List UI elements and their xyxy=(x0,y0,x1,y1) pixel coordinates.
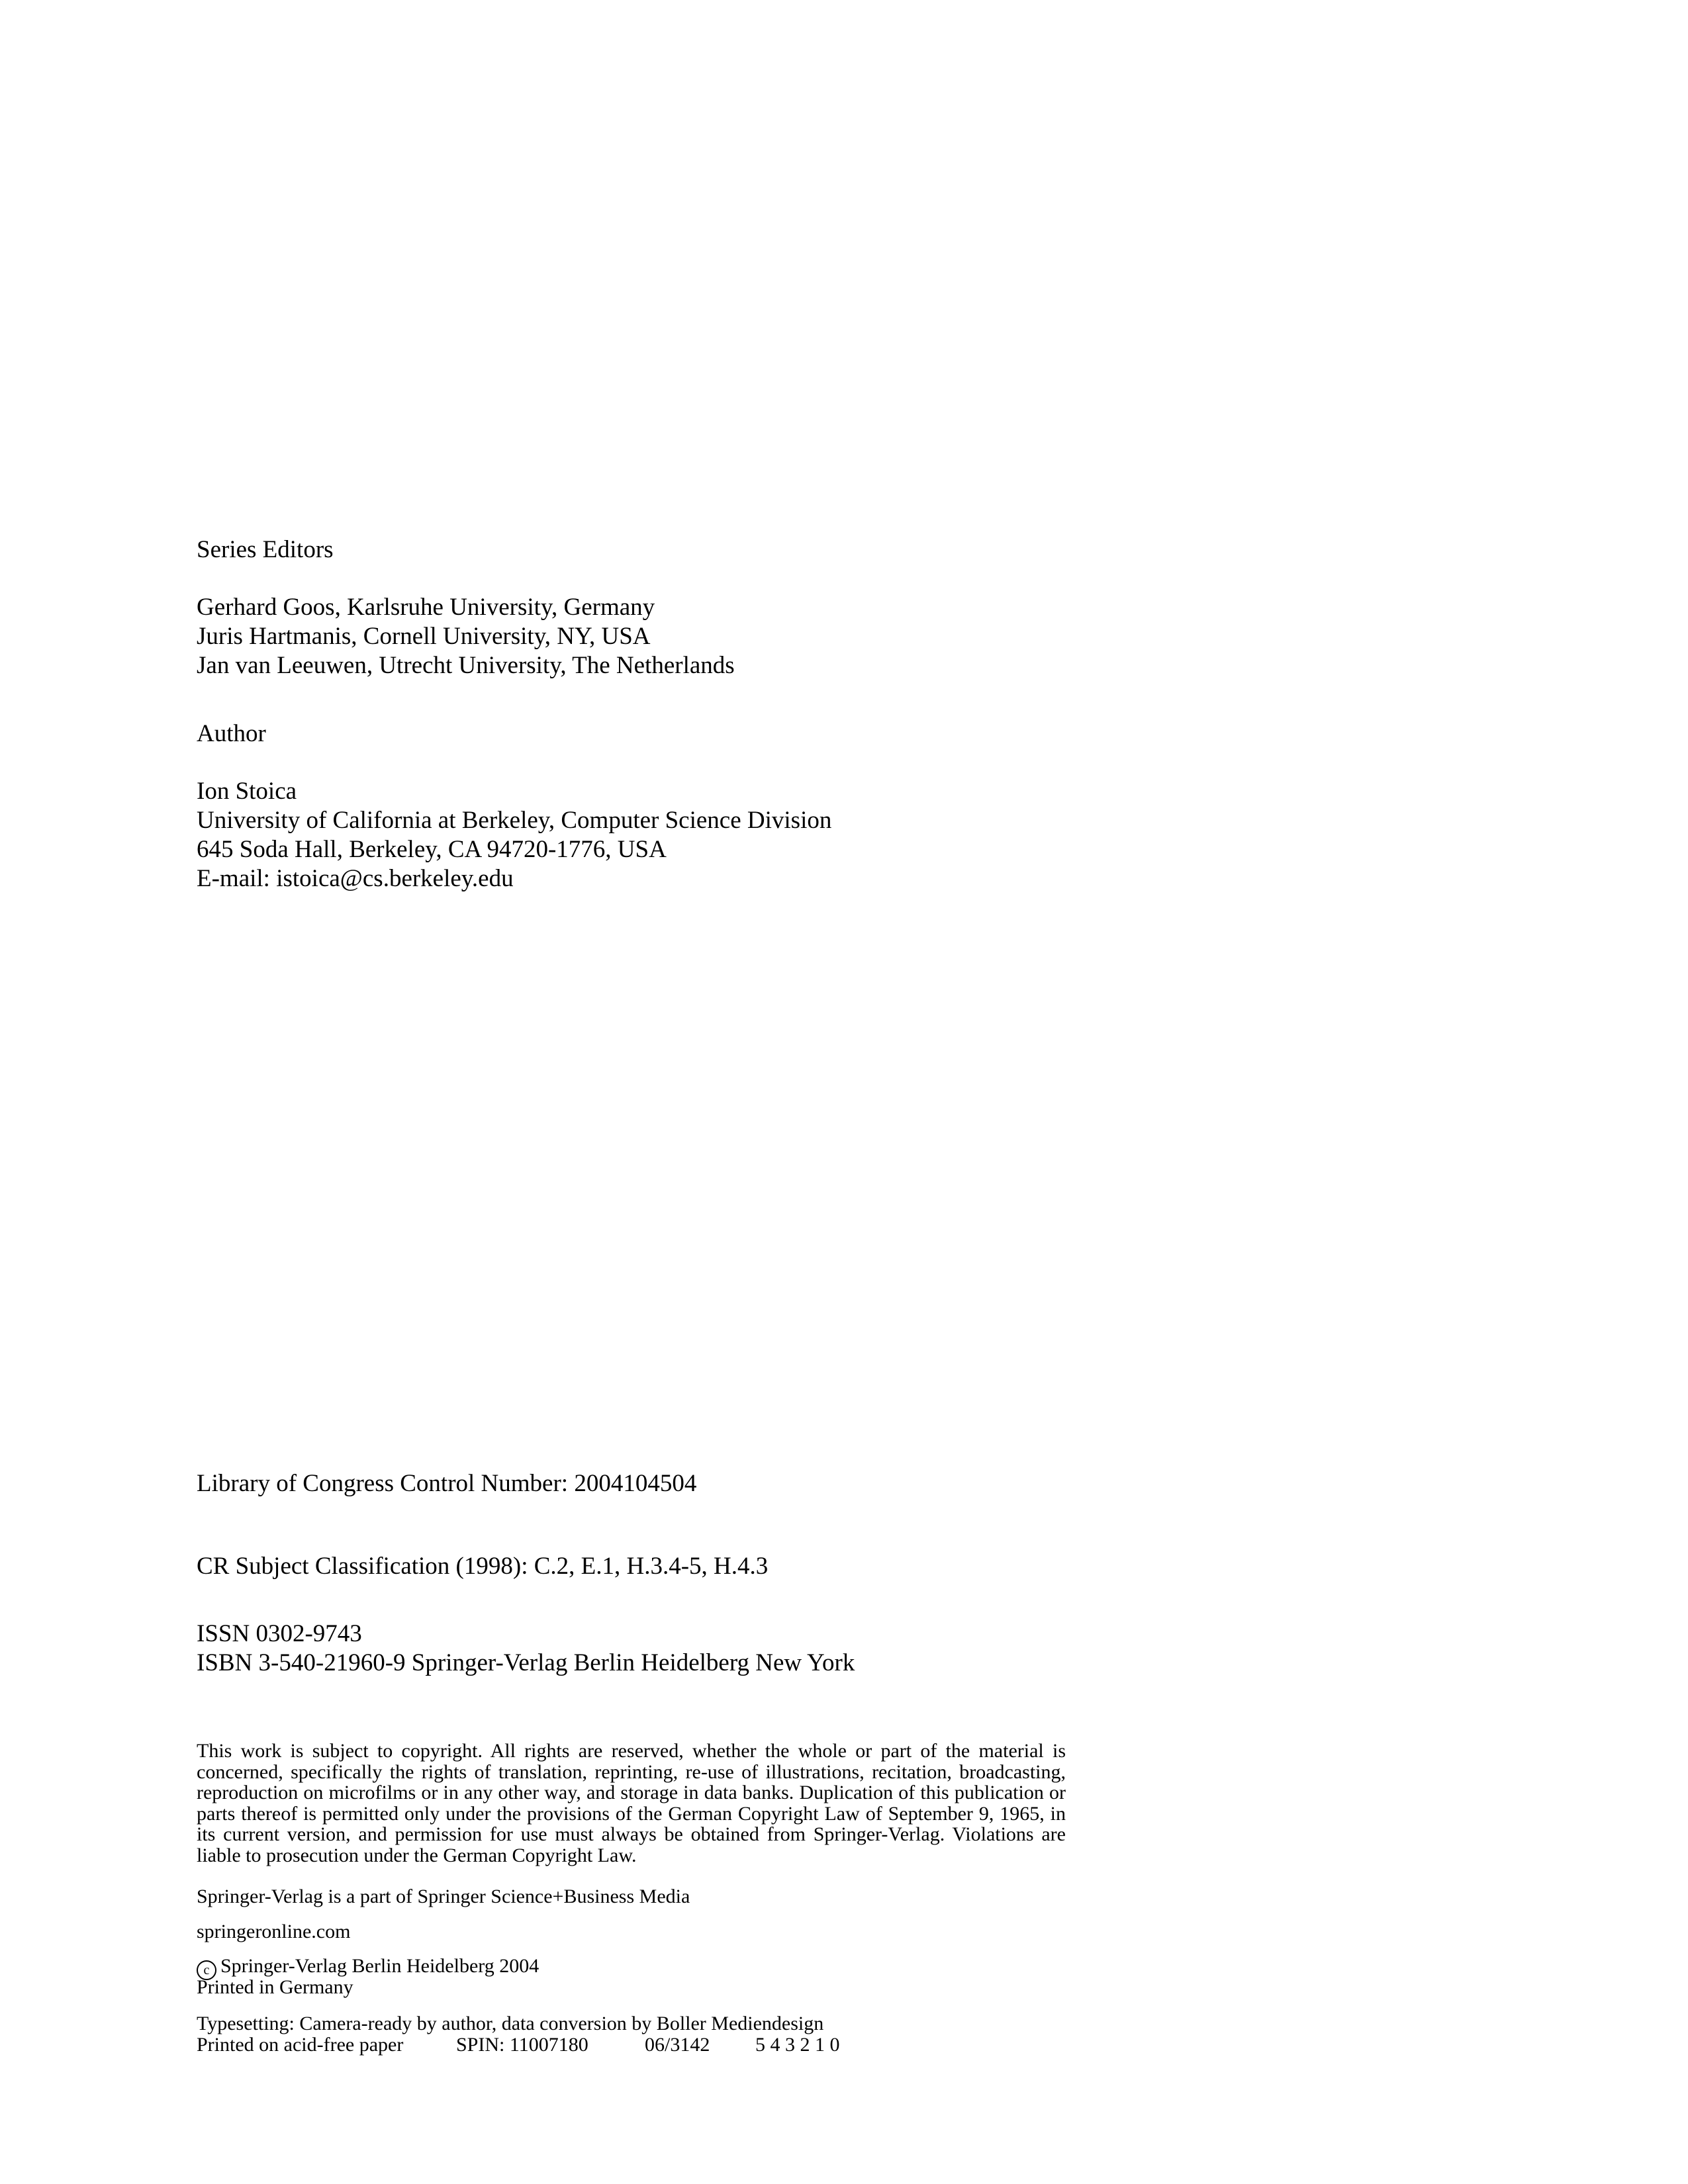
lccn-line: Library of Congress Control Number: 2004104504 xyxy=(197,1470,697,1497)
website-line: springeronline.com xyxy=(197,1921,351,1942)
print-code: 06/3142 xyxy=(645,2034,710,2056)
editor-line: Juris Hartmanis, Cornell University, NY, USA xyxy=(197,623,651,650)
cr-classification-line: CR Subject Classification (1998): C.2, E.1, H.3.4-5, H.4.3 xyxy=(197,1553,769,1580)
author-name: Ion Stoica xyxy=(197,778,297,805)
acid-free-paper: Printed on acid-free paper xyxy=(197,2034,404,2056)
copyright-symbol: c xyxy=(197,1960,216,1980)
author-address: 645 Soda Hall, Berkeley, CA 94720-1776, USA xyxy=(197,836,667,863)
author-heading: Author xyxy=(197,720,266,747)
series-editors-heading: Series Editors xyxy=(197,536,334,563)
print-info-row xyxy=(197,2035,840,2055)
editor-line: Gerhard Goos, Karlsruhe University, Germany xyxy=(197,594,655,621)
printed-in-line: Printed in Germany xyxy=(197,1976,353,1998)
print-run: 5 4 3 2 1 0 xyxy=(755,2034,840,2056)
issn-line: ISSN 0302-9743 xyxy=(197,1620,362,1647)
spin-number: SPIN: 11007180 xyxy=(456,2034,588,2056)
author-affiliation: University of California at Berkeley, Computer Science Division xyxy=(197,807,832,834)
copyright-notice: This work is subject to copyright. All rights are reserved, whether the whole or part of the material is concerned, specifically the rights of translation, reprinting, re-use of illustrations, recitation, broadcasting, reproduction on microfilms or in any other way, and storage in data banks. Duplication of this publication or parts thereof is permitted only under the provisions of the German Copyright Law of September 9, 1965, in its current version, and permission for use must always be obtained from Springer-Verlag. Violations are liable to prosecution under the German Copyright Law. xyxy=(197,1740,1066,1866)
editor-line: Jan van Leeuwen, Utrecht University, The Netherlands xyxy=(197,652,735,679)
copyright-holder: Springer-Verlag Berlin Heidelberg 2004 xyxy=(220,1955,539,1977)
springer-media-line: Springer-Verlag is a part of Springer Science+Business Media xyxy=(197,1886,690,1907)
isbn-line: ISBN 3-540-21960-9 Springer-Verlag Berlin Heidelberg New York xyxy=(197,1649,855,1676)
author-email: E-mail: istoica@cs.berkeley.edu xyxy=(197,865,514,892)
typesetting-line: Typesetting: Camera-ready by author, data conversion by Boller Mediendesign xyxy=(197,2013,824,2034)
